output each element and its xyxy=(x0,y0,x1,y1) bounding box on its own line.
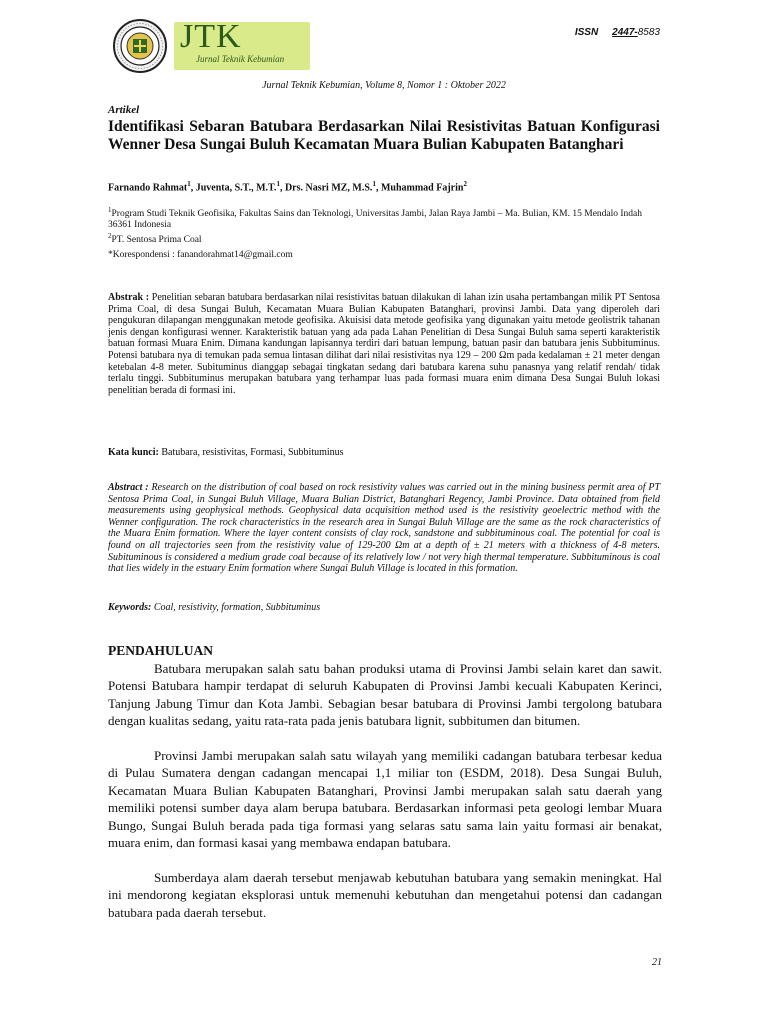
journal-logo xyxy=(110,18,310,74)
paragraph-text: Batubara merupakan salah satu bahan produksi utama di Provinsi Jambi selain karet dan sawit. Potensi Batubara hampir terdapat di seluruh Kabupaten di Provinsi Jambi kecuali Kabupaten Kerinci, Tanjung Jabung Timur dan Kota Jambi. Sebagian besar batubara di Provinsi Jambi tergolong batubara dengan kualitas sedang, yaitu rata-rata pada jenis batubara lignit, subbitumen dan bitumen. xyxy=(108,661,662,729)
abstract-label: Abstract : xyxy=(108,482,149,493)
author-name: Muhammad Fajrin xyxy=(380,182,464,194)
author-name: Juventa, S.T., M.T. xyxy=(195,182,277,194)
kata-kunci-text: Batubara, resistivitas, Formasi, Subbituminus xyxy=(161,447,344,458)
author-name: Drs. Nasri MZ, M.S. xyxy=(284,182,373,194)
affiliation-text: PT. Sentosa Prima Coal xyxy=(111,235,202,246)
affiliation-text: Program Studi Teknik Geofisika, Fakultas Sains dan Teknologi, Universitas Jambi, Jalan Raya Jambi – Ma. Bulian, KM. 15 Mendalo Indah 36361 Indonesia xyxy=(108,209,643,231)
affiliation-2 xyxy=(108,231,668,246)
logo-banner xyxy=(174,18,310,70)
journal-citation: Jurnal Teknik Kebumian, Volume 8, Nomor 1 : Oktober 2022 xyxy=(262,80,506,91)
issn-label xyxy=(575,27,660,38)
university-seal-icon xyxy=(110,18,172,74)
keywords-text: Coal, resistivity, formation, Subbituminus xyxy=(153,602,321,613)
affiliations xyxy=(108,205,668,246)
affiliation-sup: 2 xyxy=(108,232,112,241)
abstrak-text: Penelitian sebaran batubara berdasarkan nilai resistivitas batuan dilakukan di lahan izin usaha pertambangan milik PT Sentosa Prima Coal, di desa Sungai Buluh, Kecamatan Muara Bulian Kabupaten Batanghari, provinsi Jambi. Data yang diperoleh dari pengukuran dilapangan menggunakan metode geofisika. Akuisisi data metode geofisika yang digunakan yaitu metode geolistrik tahanan jenis dengan konfigurasi wenner. Karakteristik batuan yang ada pada Lahan Penelitian di Desa Sungai Buluh sama seperti karakteristik batuan formasi Muara Enim. Dimana kandungan lapisannya terdiri dari batuan lempung, batuan pasir dan batubara jenis Subbituminus. Potensi batubara nya di temukan pada semua lintasan dilihat dari nilai resistivitas nya 129 – 200 Ωm pada kedalaman ± 21 meter dengan ketebalan 4-8 meter. Subituminus dianggap sebagai tingkatan sedang dari batubara karena suhu panasnya yang relatif rendah/ tidak terlalu tinggi. Subbituminus merupakan batubara yang terhampar luas pada formasi muara enim dimana Desa Sungai Buluh lokasi penelitian berada di formasi ini. xyxy=(108,292,660,396)
author-sup: 1 xyxy=(187,180,191,188)
paragraph-text: Provinsi Jambi merupakan salah satu wilayah yang memiliki cadangan batubara terbesar kedua di Pulau Sumatera dengan cadangan mencapai 1,1 miliar ton (ESDM, 2018). Desa Sungai Buluh, Kecamatan Muara Bulian Kabupaten Batanghari, Provinsi Jambi merupakan salah satu daerah yang memiliki potensi sumber daya alam berupa batubara. Berdasarkan informasi peta geologi lembar Muara Bungo, Sungai Buluh berada pada tiga formasi yang selaras satu sama lain yaitu formasi air benakat, muara enim, dan formasi kasai yang membawa endapan batubara. xyxy=(108,748,662,851)
issn-number: 2447- xyxy=(612,27,638,38)
affiliation-sup: 1 xyxy=(108,206,112,214)
abstrak-section xyxy=(108,292,660,396)
body-paragraph xyxy=(108,660,662,730)
body-paragraph xyxy=(108,747,662,851)
author-sup: 2 xyxy=(463,180,467,188)
page-number: 21 xyxy=(652,957,662,968)
body-paragraph xyxy=(108,869,662,921)
logo-title: JTK xyxy=(180,18,242,55)
section-heading: PENDAHULUAN xyxy=(108,643,214,658)
author-list: Farnando Rahmat$^1$, Juventa, S.T., M.T.$^1$, Drs. Nasri MZ, M.S.$^1$, Muhammad Fajrin$^2$ xyxy=(108,180,467,194)
author-sup: 1 xyxy=(372,180,376,188)
kata-kunci-label: Kata kunci: xyxy=(108,447,159,458)
abstract-section xyxy=(108,482,660,575)
author-sup: 1 xyxy=(276,180,280,188)
abstrak-label: Abstrak : xyxy=(108,292,150,303)
issn-number-rest: 8583 xyxy=(637,27,660,38)
affiliation-1 xyxy=(108,205,668,231)
keywords-label: Keywords: xyxy=(108,602,152,613)
author-name: Farnando Rahmat xyxy=(108,182,188,194)
abstract-text: Research on the distribution of coal based on rock resistivity values was carried out in the mining business permit area of PT Sentosa Prima Coal, in Sungai Buluh Village, Muara Bulian District, Batanghari Regency, Jambi Province. Data obtained from field measurements using geophysical methods. Geophysical data acquisition method used is the resistivity geoelectric method with the Wenner configuration. The rock characteristics in the research area in Sungai Buluh Village are the same as the rock characteristics of the Muara Enim formation. Where the layer content consists of clay rock, sandstone and subbituminous coal. The potential for coal is found on all trajectories seen from the resistivity value of 129-200 Ωm at a depth of ± 21 meters with a thickness of 4-8 meters. Subituminous is considered a medium grade coal because of its relatively low / not very high thermal temperature. Subbituminous is coal that lies widely in the estuary Enim formation where Sungai Buluh Village is located in this formation. xyxy=(108,482,660,575)
paragraph-text: Sumberdaya alam daerah tersebut menjawab kebutuhan batubara yang semakin meningkat. Hal ini mendorong kegiatan eksplorasi untuk memenuhi kebutuhan dan mengetahui potensi dan cadangan batubara pada daerah tersebut. xyxy=(108,870,662,920)
article-type-label: Artikel xyxy=(108,104,140,116)
article-title: Identifikasi Sebaran Batubara Berdasarkan Nilai Resistivitas Batuan Konfigurasi Wenner Desa Sungai Buluh Kecamatan Muara Bulian Kabupaten Batanghari xyxy=(108,118,660,153)
logo-subtitle: Jurnal Teknik Kebumian xyxy=(196,54,285,64)
issn-prefix: ISSN xyxy=(574,27,599,38)
correspondence: *Korespondensi : fanandorahmat14@gmail.com xyxy=(108,250,293,260)
keywords xyxy=(108,602,660,614)
kata-kunci xyxy=(108,447,660,459)
